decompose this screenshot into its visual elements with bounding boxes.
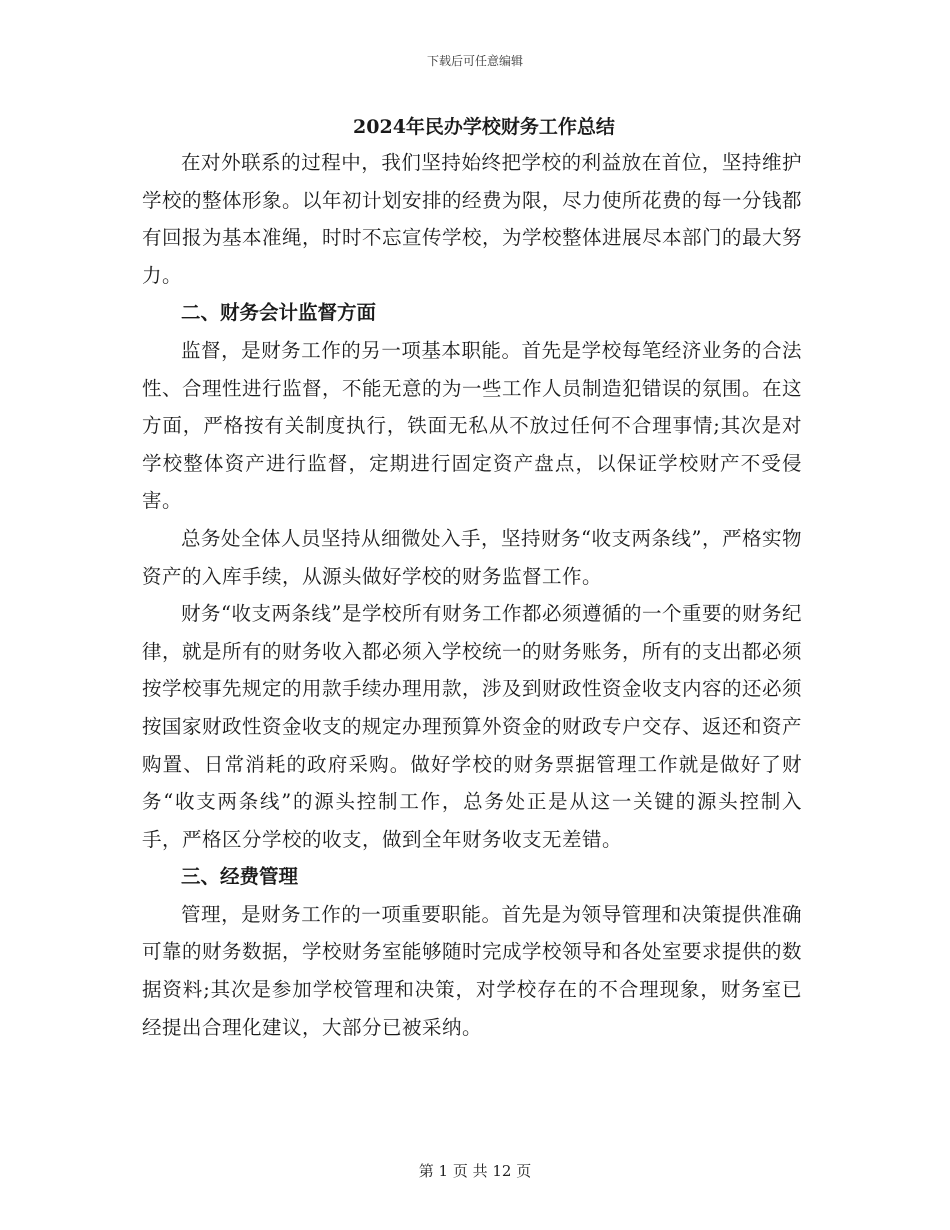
header-note: 下载后可任意编辑 (426, 54, 523, 68)
paragraph-management: 管理，是财务工作的一项重要职能。首先是为领导管理和决策提供准确可靠的财务数据，学校财务室能够随时完成学校领导和各处室要求提供的数据资料;其次是参加学校管理和决策，对学校存在的不合理现象，财务室已经提出合理化建议，大部分已被采纳。 (142, 902, 803, 1039)
section-heading-funds-management: 三、经费管理 (181, 865, 299, 889)
document-title: 2024年民办学校财务工作总结 (353, 116, 615, 138)
paragraph-general-affairs: 总务处全体人员坚持从细微处入手，坚持财务“收支两条线”，严格实物资产的入库手续，从源头做好学校的财务监督工作。 (142, 526, 802, 588)
paragraph-external-relations: 在对外联系的过程中，我们坚持始终把学校的利益放在首位，坚持维护学校的整体形象。以年初计划安排的经费为限，尽力使所花费的每一分钱都有回报为基本准绳，时时不忘宣传学校，为学校整体进展尽本部门的最大努力。 (142, 151, 803, 287)
section-heading-accounting-supervision: 二、财务会计监督方面 (181, 301, 377, 325)
paragraph-two-lines: 财务“收支两条线”是学校所有财务工作都必须遵循的一个重要的财务纪律，就是所有的财务收入都必须入学校统一的财务账务，所有的支出都必须按学校事先规定的用款手续办理用款，涉及到财政性资金收支内容的还必须按国家财政性资金收支的规定办理预算外资金的财政专户交存、返还和资产购置、日常消耗的政府采购。做好学校的财务票据管理工作就是做好了财务“收支两条线”的源头控制工作，总务处正是从这一关键的源头控制入手，严格区分学校的收支，做到全年财务收支无差错。 (142, 602, 803, 851)
document-body (142, 110, 802, 1046)
page-footer: 第 1 页 共 12 页 (418, 1162, 532, 1180)
paragraph-supervision: 监督，是财务工作的另一项基本职能。首先是学校每笔经济业务的合法性、合理性进行监督，不能无意的为一些工作人员制造犯错误的氛围。在这方面，严格按有关制度执行，铁面无私从不放过任何不合理事情;其次是对学校整体资产进行监督，定期进行固定资产盘点，以保证学校财产不受侵害。 (142, 338, 803, 513)
